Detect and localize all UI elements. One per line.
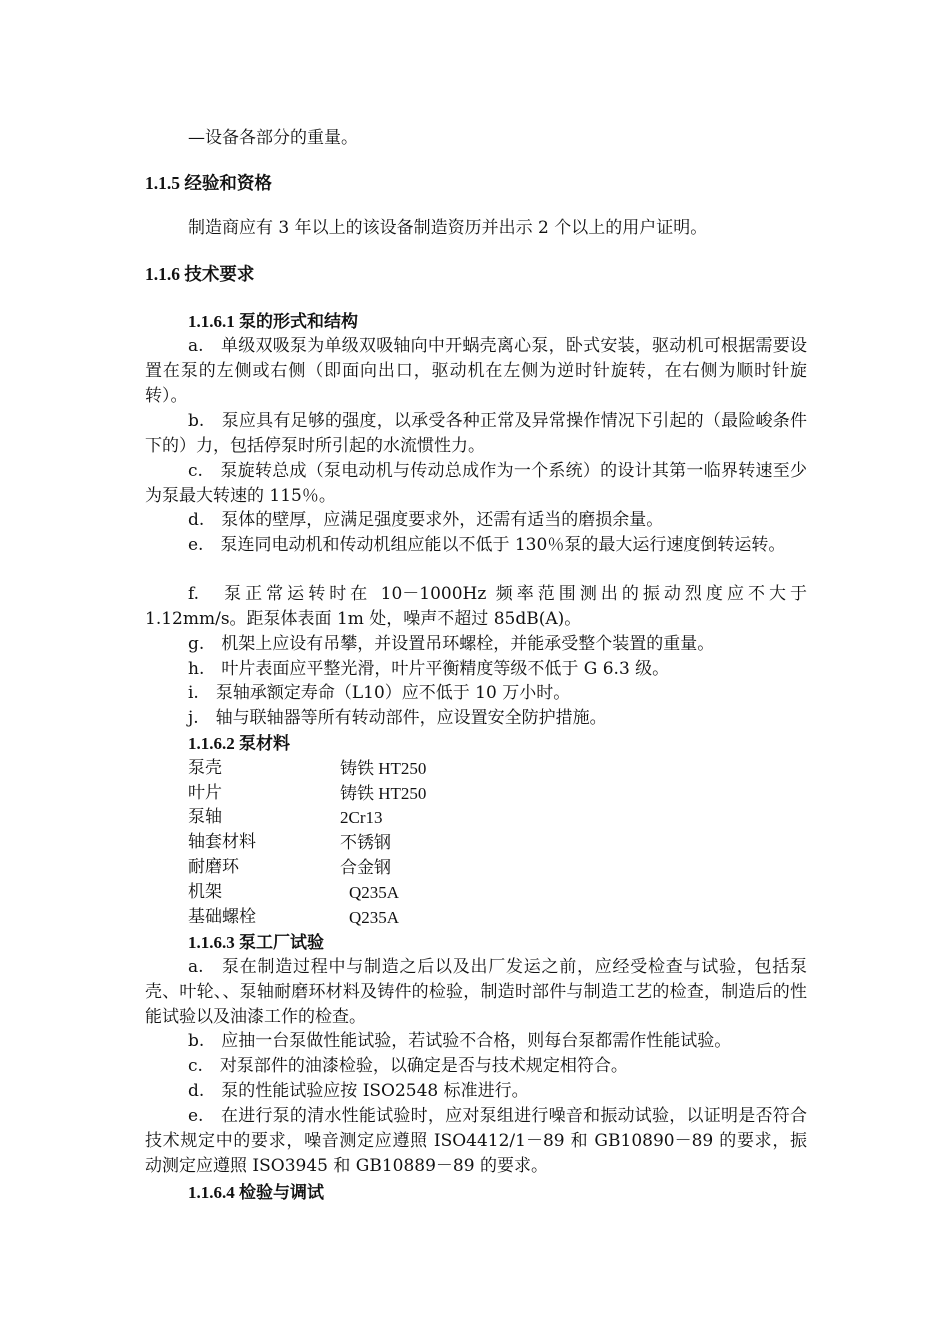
list-item: f. 泵正常运转时在 10－1000Hz 频率范围测出的振动烈度应不大于 1.12mm/s。距泵体表面 1m 处，噪声不超过 85dB(A)。 bbox=[145, 584, 807, 629]
material-part: 耐磨环 bbox=[188, 857, 239, 877]
section-text-1-1-5: 制造商应有 3 年以上的该设备制造资历并出示 2 个以上的用户证明。 bbox=[188, 218, 708, 238]
material-value: 2Cr13 bbox=[340, 808, 383, 827]
material-value: 不锈钢 bbox=[340, 833, 391, 852]
material-part: 叶片 bbox=[188, 783, 222, 803]
section-heading-1-1-5: 1.1.5 经验和资格 bbox=[145, 173, 272, 193]
list-item: j. 轴与联轴器等所有转动部件，应设置安全防护措施。 bbox=[188, 708, 607, 728]
material-part: 轴套材料 bbox=[188, 832, 256, 852]
list-item: e. 泵连同电动机和传动机组应能以不低于 130％泵的最大运行速度倒转运转。 bbox=[188, 535, 786, 555]
list-item: d. 泵的性能试验应按 ISO2548 标准进行。 bbox=[188, 1081, 529, 1101]
list-item: g. 机架上应设有吊攀，并设置吊环螺栓，并能承受整个装置的重量。 bbox=[188, 634, 715, 654]
list-item: c. 泵旋转总成（泵电动机与传动总成作为一个系统）的设计其第一临界转速至少为泵最大转速的 115％。 bbox=[145, 461, 807, 506]
material-part: 基础螺栓 bbox=[188, 907, 256, 927]
material-part: 泵轴 bbox=[188, 807, 222, 827]
list-item: a. 单级双吸泵为单级双吸轴向中开蜗壳离心泵，卧式安装，驱动机可根据需要设置在泵的左侧或右侧（即面向出口，驱动机在左侧为逆时针旋转，在右侧为顺时针旋转）。 bbox=[145, 336, 807, 406]
subsection-heading-1-1-6-1: 1.1.6.1 泵的形式和结构 bbox=[188, 312, 358, 331]
section-heading-1-1-6: 1.1.6 技术要求 bbox=[145, 264, 255, 284]
subsection-heading-1-1-6-3: 1.1.6.3 泵工厂试验 bbox=[188, 933, 324, 952]
list-item: a. 泵在制造过程中与制造之后以及出厂发运之前，应经受检查与试验，包括泵壳、叶轮、、泵轴耐磨环材料及铸件的检验，制造时部件与制造工艺的检查，制造后的性能试验以及油漆工作的检查。 bbox=[145, 957, 807, 1027]
list-item: c. 对泵部件的油漆检验，以确定是否与技术规定相符合。 bbox=[188, 1056, 628, 1076]
material-part: 泵壳 bbox=[188, 758, 222, 778]
list-item: e. 在进行泵的清水性能试验时，应对泵组进行噪音和振动试验，以证明是否符合技术规定中的要求，噪音测定应遵照 ISO4412/1－89 和 GB10890－89 的要求，振动测定应遵照 ISO3945 和 GB10889－89 的要求。 bbox=[145, 1106, 807, 1176]
material-value: Q235A bbox=[349, 908, 400, 927]
list-item: i. 泵轴承额定寿命（L10）应不低于 10 万小时。 bbox=[188, 683, 571, 703]
material-part: 机架 bbox=[188, 882, 222, 902]
material-value: 铸铁 HT250 bbox=[340, 784, 427, 803]
list-item: d. 泵体的壁厚，应满足强度要求外，还需有适当的磨损余量。 bbox=[188, 510, 664, 530]
list-item: b. 应抽一台泵做性能试验，若试验不合格，则每台泵都需作性能试验。 bbox=[188, 1031, 732, 1051]
subsection-heading-1-1-6-2: 1.1.6.2 泵材料 bbox=[188, 734, 290, 753]
material-value: 合金钢 bbox=[340, 858, 391, 877]
subsection-heading-1-1-6-4: 1.1.6.4 检验与调试 bbox=[188, 1183, 324, 1202]
list-item: h. 叶片表面应平整光滑，叶片平衡精度等级不低于 G 6.3 级。 bbox=[188, 659, 670, 679]
material-value: 铸铁 HT250 bbox=[340, 759, 427, 778]
list-item: b. 泵应具有足够的强度，以承受各种正常及异常操作情况下引起的（最险峻条件下的）力，包括停泵时所引起的水流惯性力。 bbox=[145, 411, 807, 456]
material-value: Q235A bbox=[349, 883, 400, 902]
intro-line: —设备各部分的重量。 bbox=[188, 128, 358, 148]
